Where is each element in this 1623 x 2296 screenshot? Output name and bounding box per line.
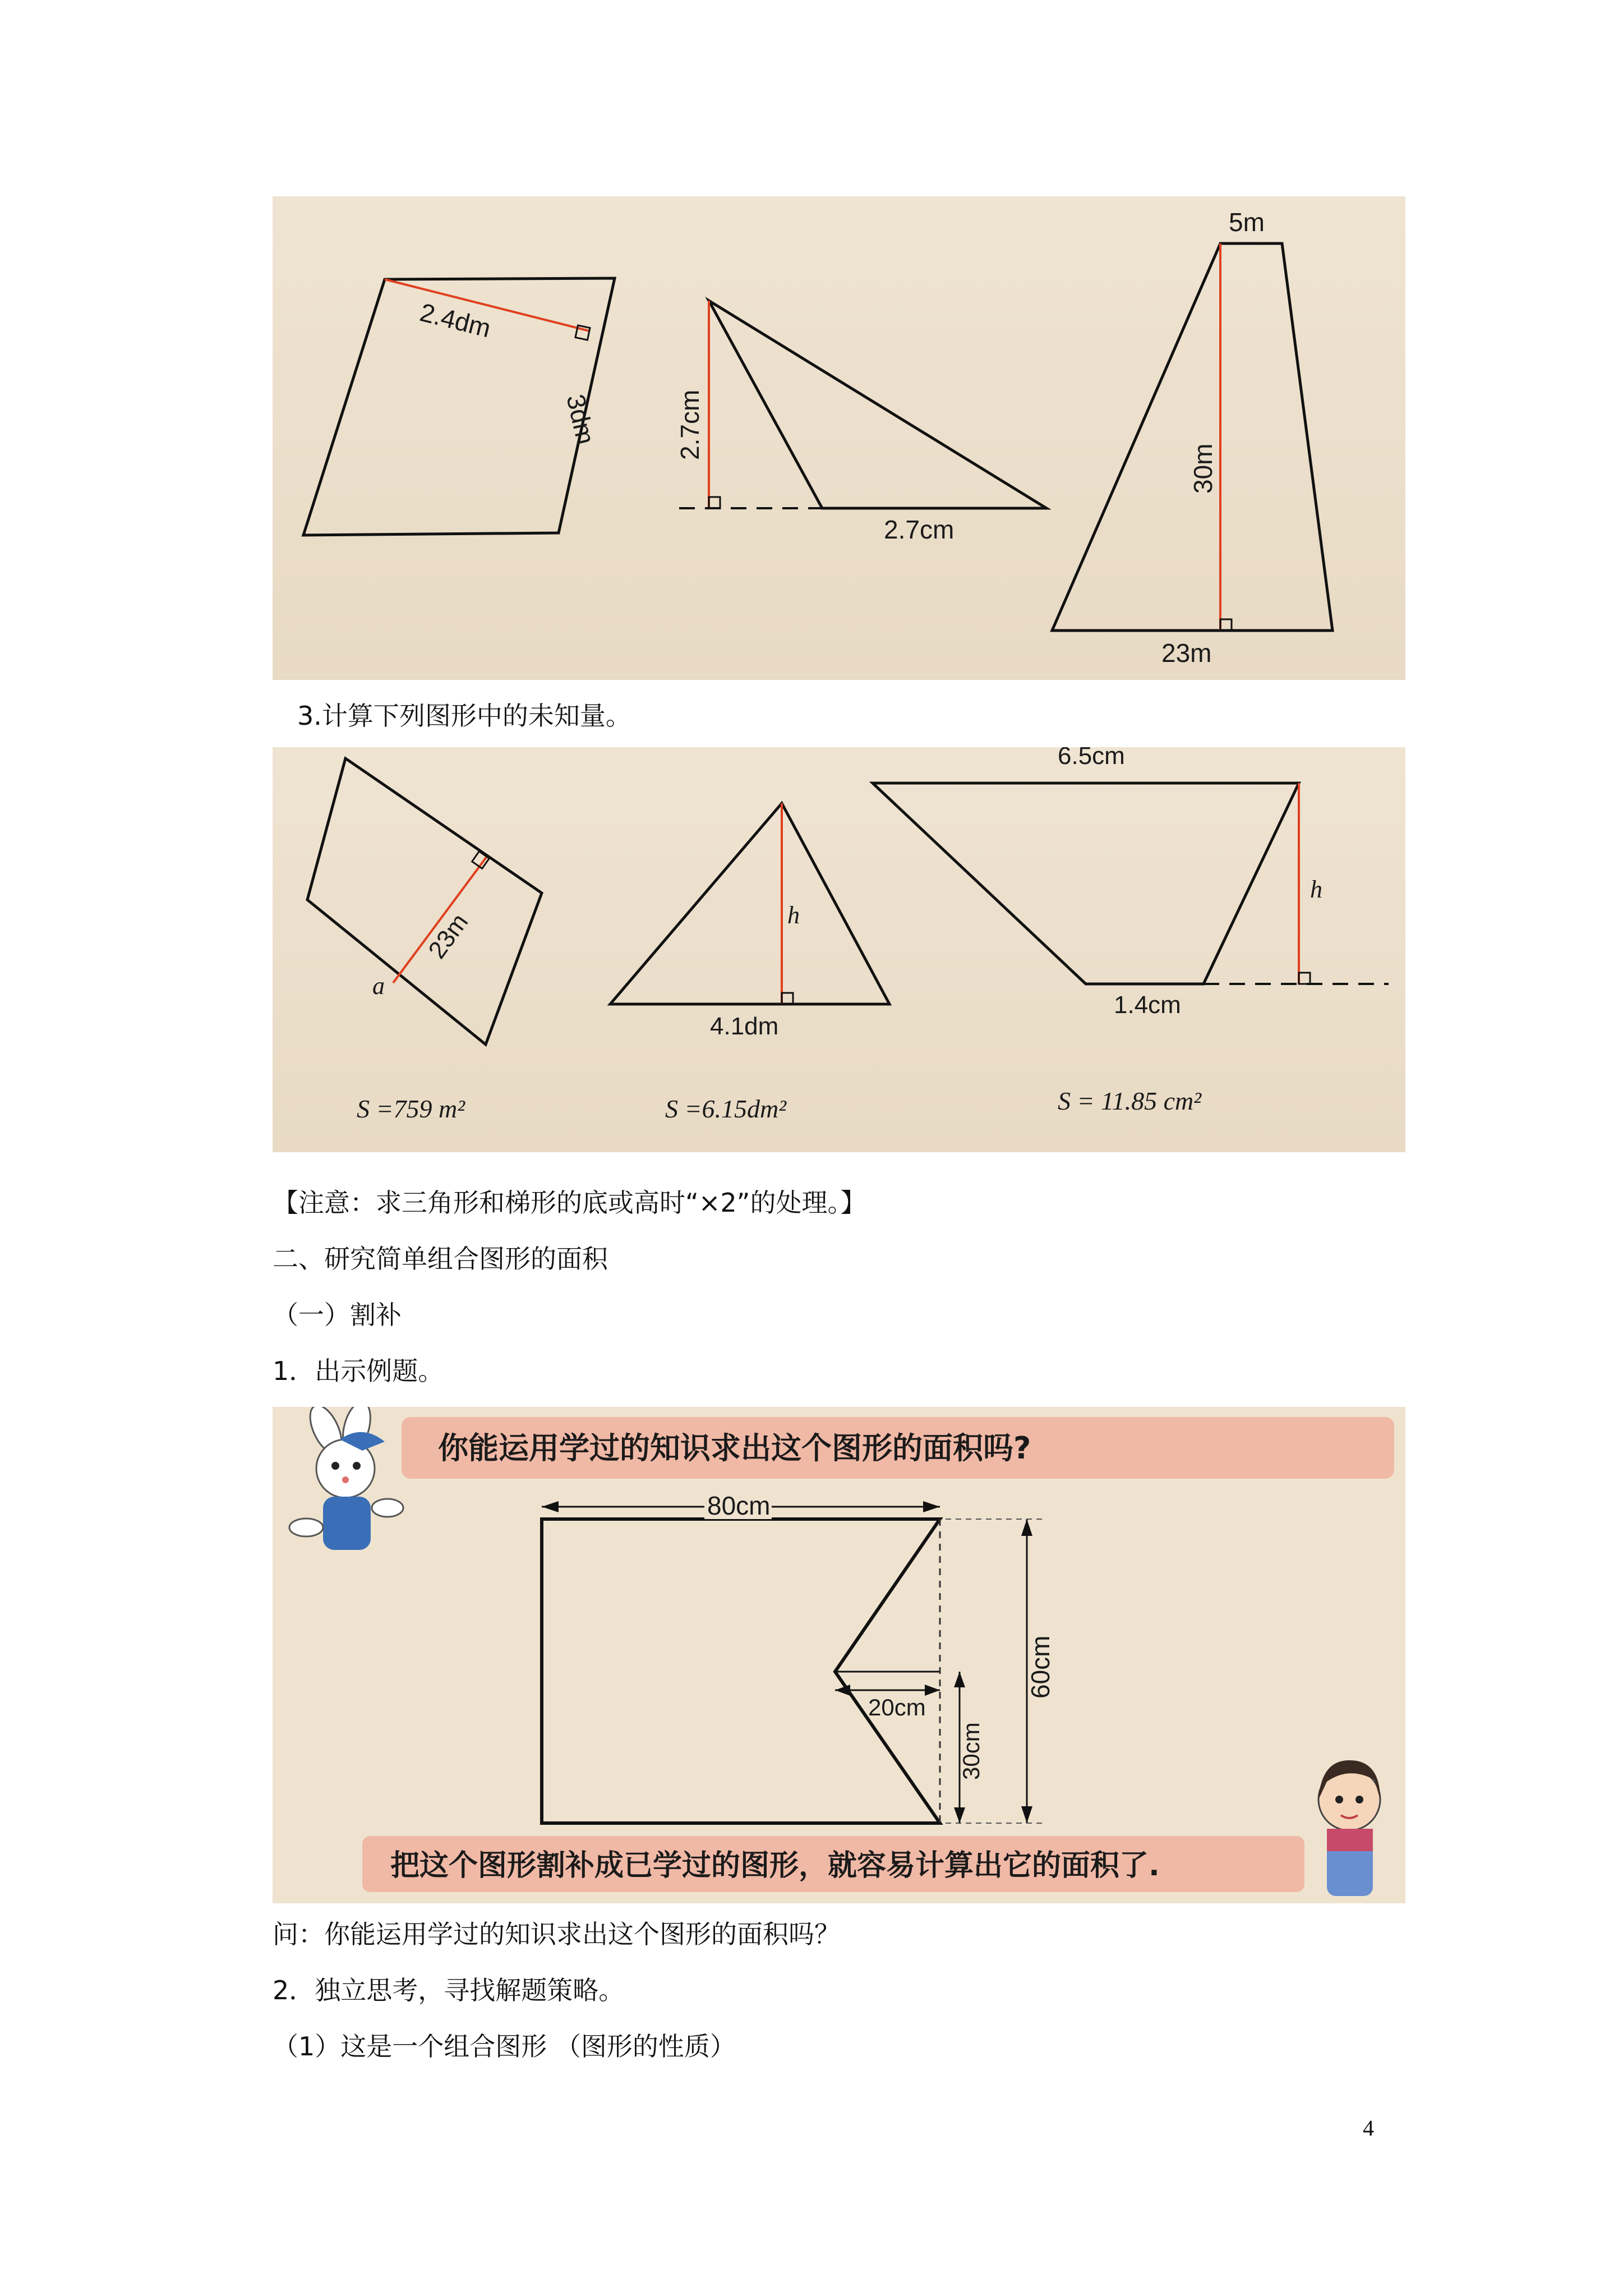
figure-1-svg [273,196,1405,680]
area-parallelogram: S =759 m² [357,1094,465,1123]
arrow-right-icon [923,1501,940,1512]
label-2-7cm-base: 2.7cm [884,515,955,544]
figure-area-shapes-2 [273,747,1405,1152]
arrow-down-icon [1021,1806,1032,1823]
section-2-title: 二、研究简单组合图形的面积 [273,1244,608,1274]
label-h-trapezoid: h [1310,876,1322,903]
figure-2-svg [273,747,1405,1152]
girl-mascot-icon [1318,1760,1380,1896]
trapezoid-shape [1052,243,1332,631]
arrow-up-icon [1021,1519,1032,1536]
label-4-1dm: 4.1dm [710,1013,779,1040]
exercise-3-title: 3.计算下列图形中的未知量。 [297,701,631,731]
hint-banner-text: 把这个图形割补成已学过的图形，就容易计算出它的面积了. [390,1849,1160,1883]
label-30m: 30m [1188,443,1218,494]
label-60cm: 60cm [1026,1635,1055,1699]
page-number: 4 [1363,2115,1374,2141]
label-23m: 23m [423,908,474,964]
label-3dm: 3dm [561,392,601,447]
figure-composite-shape [273,1407,1405,1903]
arrow-left-icon [542,1501,559,1512]
step-1: 1．出示例题。 [273,1356,444,1386]
label-1-4cm: 1.4cm [1114,991,1181,1019]
figure-3-svg [273,1407,1405,1903]
label-h-triangle: h [787,901,800,929]
area-trapezoid: S = 11.85 cm² [1058,1087,1202,1115]
label-2-7cm-height: 2.7cm [675,389,704,460]
arrow-down-icon [954,1807,965,1823]
right-angle-mark [1299,973,1310,984]
rabbit-mascot-icon [289,1407,403,1550]
right-angle-mark [1220,619,1232,631]
label-80cm: 80cm [707,1491,771,1520]
parallelogram-height [393,857,487,983]
label-20cm: 20cm [868,1694,926,1720]
figure-area-shapes-1 [273,196,1405,680]
area-triangle: S =6.15dm² [665,1094,787,1123]
step-2: 2．独立思考，寻找解题策略。 [273,1975,625,2005]
arrow-right-icon [925,1685,940,1696]
label-5m: 5m [1229,208,1265,237]
subsection-1-title: （一）割补 [273,1300,402,1330]
right-angle-mark [709,497,720,508]
label-6-5cm: 6.5cm [1058,747,1125,770]
label-a: a [372,972,385,1000]
label-23m: 23m [1161,638,1212,668]
parallelogram-shape [307,758,542,1045]
label-30cm: 30cm [958,1722,984,1780]
question-banner-text: 你能运用学过的知识求出这个图形的面积吗? [438,1430,1031,1466]
arrow-up-icon [954,1672,965,1687]
trapezoid-shape [873,783,1299,984]
triangle-shape [610,803,889,1004]
arrow-left-icon [835,1685,850,1696]
label-2-4dm: 2.4dm [417,297,494,343]
triangle-shape [709,301,1046,508]
right-angle-mark [782,993,793,1004]
note-text: 【注意：求三角形和梯形的底或高时“×2”的处理。】 [273,1188,866,1218]
question-line: 问：你能运用学过的知识求出这个图形的面积吗？ [273,1919,840,1949]
step-2-1: （1）这是一个组合图形 （图形的性质） [273,2031,736,2062]
right-angle-mark [575,325,590,340]
